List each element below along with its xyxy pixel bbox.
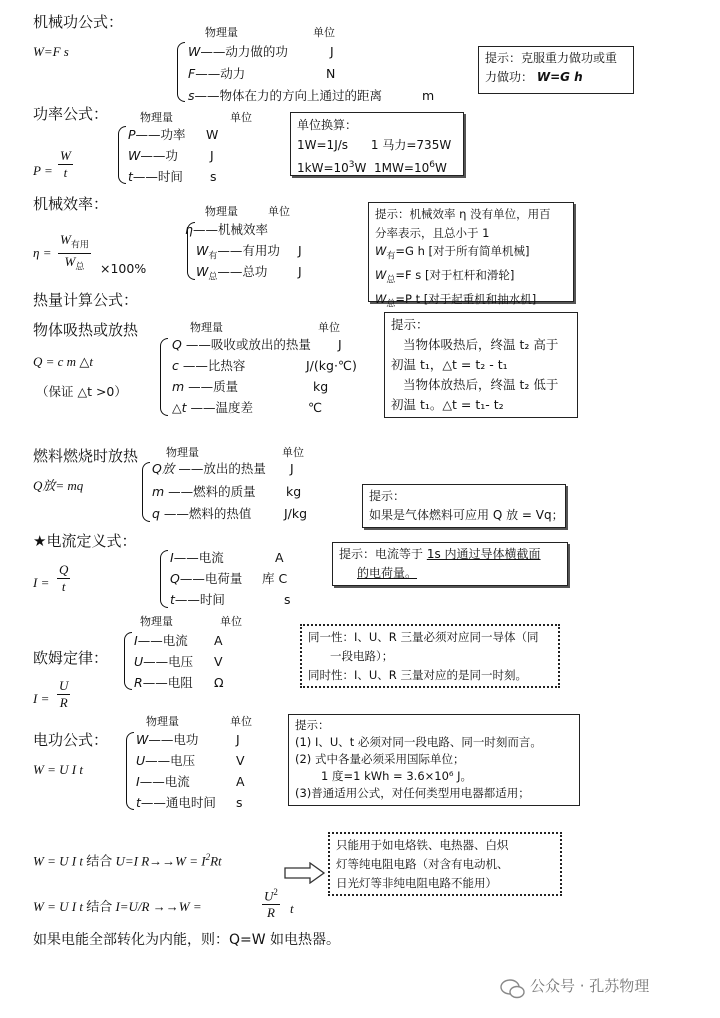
power-header-quantity: 物理量 <box>140 111 173 124</box>
current-brace <box>160 550 168 608</box>
wechat-icon <box>500 978 526 1000</box>
power-brace <box>118 126 126 184</box>
electric-formula: W = U I t <box>33 762 83 777</box>
heat-tip-box: 提示： 当物体吸热后，终温 t₂ 高于 初温 t₁，△t = t₂ - t₁ 当物体放热后，终温 t₂ 低于 初温 t₁。△t = t₁- t₂ <box>384 312 578 418</box>
work-header-unit: 单位 <box>313 26 335 39</box>
fuel-title: 燃料燃烧时放热 <box>33 447 139 465</box>
current-fraction: $\frac{Q}{t}$ <box>59 562 69 594</box>
current-lhs: I = <box>33 575 50 590</box>
fuel-header-quantity: 物理量 <box>166 446 199 459</box>
ohm-lhs: I = <box>33 691 50 706</box>
ohm-brace <box>124 632 132 690</box>
current-tip-box: 提示：电流等于 1s 内通过导体横截面 的电荷量。 <box>332 542 568 586</box>
combined-formula-1: W = U I t 结合 U=I $R\to\to W = I^2Rt$ <box>33 852 222 869</box>
heat-note: （保证 △t >0） <box>36 384 127 399</box>
power-lhs: P = <box>33 163 53 178</box>
power-fraction: $\frac{W}{t}$ <box>60 148 71 180</box>
power-title: 功率公式： <box>33 105 109 123</box>
combined-formula-2: W = U I t 结合 I=U/R →→W = <box>33 899 202 914</box>
efficiency-percent: ×100% <box>100 261 147 276</box>
work-header-quantity: 物理量 <box>205 26 238 39</box>
heat-title: 热量计算公式： <box>33 291 139 309</box>
electric-title: 电功公式： <box>33 731 109 749</box>
heat-brace <box>160 338 168 416</box>
fuel-tip-box: 提示： 如果是气体燃料可应用 Q 放 = Vq； <box>362 484 566 528</box>
efficiency-title: 机械效率： <box>33 195 109 213</box>
efficiency-lhs: η = <box>33 245 52 260</box>
ohm-header-unit: 单位 <box>220 615 242 628</box>
ohm-tip-box: 同一性：I、U、R 三量必须对应同一导体（同 一段电路）； 同时性：I、U、R 三量对应的是同一时刻。 <box>300 624 560 688</box>
arrow-right-icon <box>284 862 326 884</box>
electric-header-quantity: 物理量 <box>146 715 179 728</box>
combined-fraction: $\frac{U^2}{R}$ <box>262 884 280 921</box>
power-header-unit: 单位 <box>230 111 252 124</box>
electric-header-unit: 单位 <box>230 715 252 728</box>
electric-brace <box>126 732 134 810</box>
watermark: 公众号 · 孔苏物理 <box>530 977 650 995</box>
efficiency-header-unit: 单位 <box>268 205 290 218</box>
ohm-fraction: $\frac{U}{R}$ <box>59 678 69 710</box>
fuel-formula: Q放= mq <box>33 478 84 493</box>
work-formula: W=F s <box>33 44 69 59</box>
ohm-title: 欧姆定律： <box>33 649 109 667</box>
heat-header-quantity: 物理量 <box>190 321 223 334</box>
electric-tip-box: 提示： (1) I、U、t 必须对同一段电路、同一时刻而言。 (2) 式中各量必须采用国际单位； 1 度=1 kWh = 3.6×10⁶ J。 (3)普通适用公式，对任何类型用电器都适用； <box>288 714 580 806</box>
work-tip-box: 提示：克服重力做功或重 力做功： W=G h <box>478 46 634 94</box>
heat-header-unit: 单位 <box>318 321 340 334</box>
fuel-brace <box>142 462 150 522</box>
efficiency-tip-box: 提示：机械效率 η 没有单位，用百 分率表示，且总小于 1 $W_有=G$ h [对于所有简单机械] $W_总=F$ s [对于杠杆和滑轮] $W_总=P$ t [对于起重机和抽水机] <box>368 202 574 302</box>
last-line: 如果电能全部转化为内能，则：Q=W 如电热器。 <box>33 932 341 948</box>
combined-formula-2-t: t <box>290 901 294 916</box>
efficiency-header-quantity: 物理量 <box>205 205 238 218</box>
fuel-header-unit: 单位 <box>282 446 304 459</box>
efficiency-fraction: $W_{有用}$ $W_总$ <box>60 232 89 272</box>
work-title: 机械功公式： <box>33 13 124 31</box>
current-title: ★电流定义式： <box>33 532 137 550</box>
work-brace <box>177 42 185 102</box>
combined-tip-box: 只能用于如电烙铁、电热器、白炽 灯等纯电阻电路（对含有电动机、 日光灯等非纯电阻电路不能用） <box>328 832 562 896</box>
ohm-header-quantity: 物理量 <box>140 615 173 628</box>
heat-subtitle: 物体吸热或放热 <box>33 321 139 339</box>
power-unit-box: 单位换算： 1W=1J/s 1 马力=735W $1kW=10^3W$ $1MW=10^6W$ <box>290 112 464 176</box>
heat-formula: Q = c m △t <box>33 354 93 369</box>
